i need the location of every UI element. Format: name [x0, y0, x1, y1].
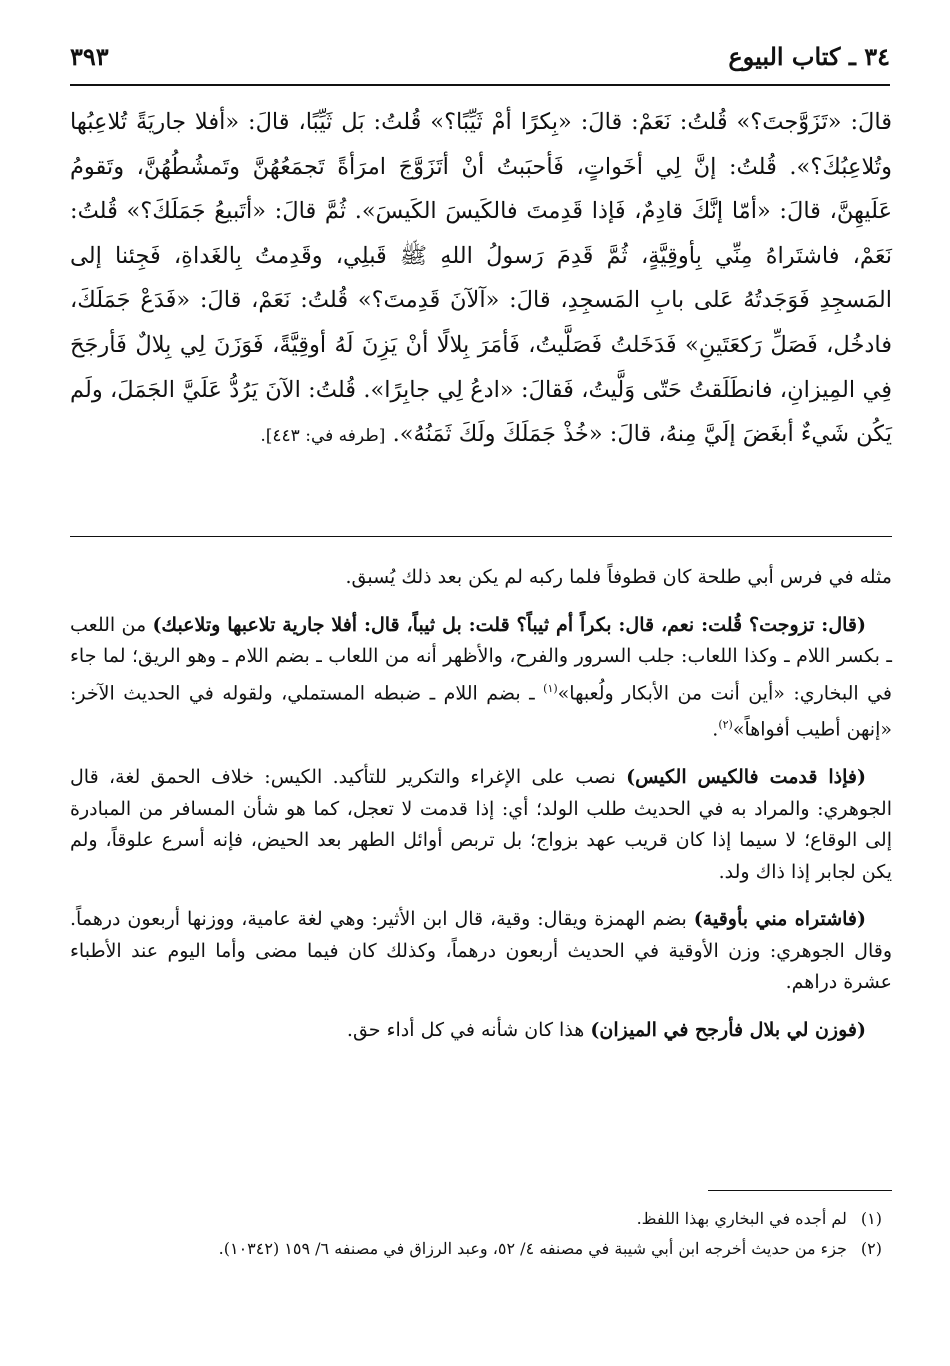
quoted-phrase: (فاشتراه مني بأوقية)	[693, 908, 866, 931]
hadith-reference: [طرفه في: ٤٤٣].	[260, 426, 386, 447]
commentary-text: بضم الهمزة ويقال: وقية، قال ابن الأثير: وهي لغة عامية، ووزنها أربعون درهماً. وقال الجوهري: وزن الأوقية في الحديث أربعون درهماً، وكذلك كان فيما مضى وأما اليوم عند الأطباء عشرة دراهم.	[70, 908, 892, 994]
commentary-paragraph	[70, 904, 892, 999]
chapter-title: ٣٤ ـ كتاب البيوع	[728, 42, 890, 71]
page-number: ٣٩٣	[70, 42, 109, 71]
commentary-text: نصب على الإغراء والتكرير للتأكيد. الكيس: خلاف الحمق لغة، قال الجوهري: والمراد به في الحديث طلب الولد؛ أي: إذا قدمت لا تعجل، كما هو شأن المسافر من المبادرة إلى الوقاع؛ لا سيما إذا كان قريب عهد بزواج؛ بل تربص أوائل الطهر بعد الحيض، فإنه أسرع علوقاً، ولم يكن لجابر إذا ذاك ولد.	[70, 766, 892, 883]
commentary-paragraph	[70, 562, 892, 594]
footnote-marker: (١)	[543, 681, 558, 695]
commentary-text: هذا كان شأنه في كل أداء حق.	[346, 1018, 591, 1041]
commentary-paragraph	[70, 762, 892, 888]
commentary-text: مثله في فرس أبي طلحة كان قطوفاً فلما ركبه لم يكن بعد ذلك يُسبق.	[345, 566, 892, 588]
footnote-number: (٢)	[860, 1239, 882, 1258]
commentary-text: من اللعب ـ بكسر اللام ـ وكذا اللعاب: جلب السرور والفرح، والأظهر أنه من اللعاب ـ بضم اللام ـ وهو الريق؛ لما جاء في البخاري: «أين أنت من الأبكار ولُعبها»	[70, 613, 893, 704]
footnote	[70, 1234, 892, 1264]
quoted-phrase: (فوزن لي بلال فأرجح في الميزان)	[590, 1018, 866, 1041]
commentary-paragraph	[70, 1015, 892, 1047]
commentary-text: ـ بضم اللام ـ ضبطه المستملي، ولقوله في الحديث الآخر: «إنهن أطيب أفواهاً»	[70, 681, 892, 741]
footnote-number: (١)	[860, 1209, 882, 1228]
quoted-phrase: (قال: تزوجت؟ قُلت: نعم، قال: بكراً أم ثيباً؟ قلت: بل ثيباً، قال: أفلا جارية تلاعبها وتلاعبك)	[152, 613, 866, 636]
commentary-paragraph	[70, 610, 892, 747]
section-divider	[70, 536, 892, 537]
quoted-phrase: (فإذا قدمت فالكيس الكيس)	[626, 766, 866, 789]
footnote-text: لم أجده في البخاري بهذا اللفظ.	[636, 1209, 847, 1228]
commentary-text: .	[712, 718, 719, 741]
hadith-text: قالَ: «تَزَوَّجتَ؟» قُلتُ: نَعَمْ: قالَ: «بِكرًا أمْ ثَيِّبًا؟» قُلتُ: بَل ثَيِّبًا، قالَ: «أفلا جاريَةً تُلاعِبُها وتُلاعِبُكَ؟». قُلتُ: إنَّ لِي أخَواتٍ، فَأحبَبتُ أنْ أتَزَوَّجَ امرَأةً تَجمَعُهُنَّ وتَمشُطُهُنَّ، وتَقومُ عَلَيهِنَّ، قالَ: «أمّا إنَّكَ قادِمٌ، فَإذا قَدِمتَ فالكَيسَ الكَيسَ». ثُمَّ قالَ: «أتَبيعُ جَمَلَكَ؟» قُلتُ: نَعَمْ، فاشتَراهُ مِنِّي بِأوقِيَّةٍ، ثُمَّ قَدِمَ رَسولُ اللهِ ﷺ قَبلِي، وقَدِمتُ بِالغَداةِ، فَجِئنا إلى المَسجِدِ فَوَجَدتُهُ عَلى بابِ المَسجِدِ، قالَ: «آلآنَ قَدِمتَ؟» قُلتُ: نَعَمْ، قالَ: «فَدَعْ جَمَلَكَ، فادخُل، فَصَلِّ رَكعَتَينِ» فَدَخَلتُ فَصَلَّيتُ، فَأمَرَ بِلالًا أنْ يَزِنَ لَهُ أوقِيَّةً، فَوَزَنَ لِي بِلالٌ فَأرجَحَ فِي المِيزانِ، فانطَلَقتُ حَتّى وَلَّيتُ، فَقالَ: «ادعُ لِي جابِرًا». قُلتُ: الآنَ يَرُدُّ عَلَيَّ الجَمَلَ، ولَم يَكُن شَيءٌ أبغَضَ إلَيَّ مِنهُ، قالَ: «خُذْ جَمَلَكَ ولَكَ ثَمَنُهُ».	[70, 109, 892, 448]
footnotes-block	[70, 1204, 892, 1264]
footnote-text: جزء من حديث أخرجه ابن أبي شيبة في مصنفه ٤/ ٥٢، وعبد الرزاق في مصنفه ٦/ ١٥٩ (١٠٣٤٢).	[218, 1239, 847, 1258]
footnote-rule	[708, 1190, 892, 1191]
hadith-text-block	[70, 100, 892, 459]
footnote-marker: (٢)	[718, 718, 733, 732]
page-header	[70, 40, 890, 86]
footnote	[70, 1204, 892, 1234]
commentary-block	[70, 562, 892, 1062]
